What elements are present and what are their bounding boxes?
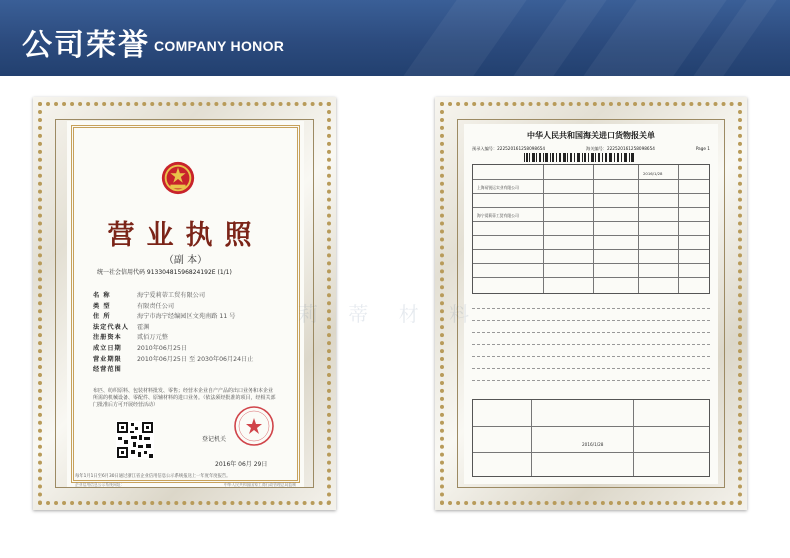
license-footer-secondary: 企业信用信息公示系统网址： 中华人民共和国国家工商行政管理总局监制 <box>75 482 296 487</box>
license-field-legal-rep: 法定代表人 霍渊 <box>93 323 150 331</box>
page-title: 公司荣誉 <box>22 28 150 63</box>
license-field-scope-label: 经营范围 <box>93 366 122 374</box>
customs-stamp-text: 2016/1/28 <box>582 442 604 447</box>
page-subtitle: COMPANY HONOR <box>154 38 285 54</box>
license-copy-label: （副 本） <box>163 255 208 266</box>
credit-code: 统一社会信用代码 91330481596824192E (1/1) <box>97 269 232 276</box>
watermark-text: 莉 蒂 材 料 <box>298 302 482 326</box>
license-title: 营业执照 <box>107 220 264 251</box>
date-cell: 2016/1/28 <box>643 171 663 176</box>
registration-authority: 登记机关 <box>202 436 227 443</box>
official-seal-icon <box>232 404 276 448</box>
license-footer: 每年1月1日至6月30日通过浙江省企业信用信息公示系统报送上一年度年度报告。 <box>75 474 231 479</box>
customs-goods-list <box>472 298 710 386</box>
license-field-type: 类 型 有限责任公司 <box>93 302 175 310</box>
customs-header-line: 预录入编号：222520161258098654 海关编号：222520161258098654 Page 1 <box>472 146 710 151</box>
license-fields <box>93 291 293 376</box>
license-scope-text: 布匹、纺织原料、包装材料批发、零售；经营本企业自产产品的出口业务和本企业所需的机械设备、零配件、原辅材料的进口业务。（依法须经批准的项目，经相关部门批准后方可开展经营活动） <box>93 388 276 408</box>
customs-form-grid <box>472 164 710 294</box>
business-license <box>67 121 304 487</box>
national-emblem-icon <box>159 159 197 197</box>
license-field-established: 成立日期 2010年06月25日 <box>93 344 188 352</box>
license-field-capital: 注册资本 贰佰万元整 <box>93 334 168 342</box>
consignor-cell: 上海易锐运实业有限公司 <box>477 185 519 190</box>
qr-code-icon <box>116 421 154 459</box>
header-banner <box>0 0 790 76</box>
license-field-term: 营业期限 2010年06月25日 至 2030年06月24日止 <box>93 355 254 363</box>
license-field-name: 名 称 海宁爱莉蒂工贸有限公司 <box>93 292 206 299</box>
barcode-icon <box>524 153 634 162</box>
license-field-address: 住 所 海宁市海宁经编园区文苑南路 11 号 <box>93 313 236 321</box>
company-cell: 海宁爱莉蒂工贸有限公司 <box>477 213 519 218</box>
business-license-frame <box>33 97 336 510</box>
license-date: 2016年 06月 29日 <box>215 461 268 468</box>
customs-title: 中华人民共和国海关进口货物报关单 <box>527 131 655 140</box>
customs-signature-area <box>472 399 710 477</box>
customs-declaration-frame <box>435 97 747 510</box>
customs-declaration <box>464 124 718 484</box>
